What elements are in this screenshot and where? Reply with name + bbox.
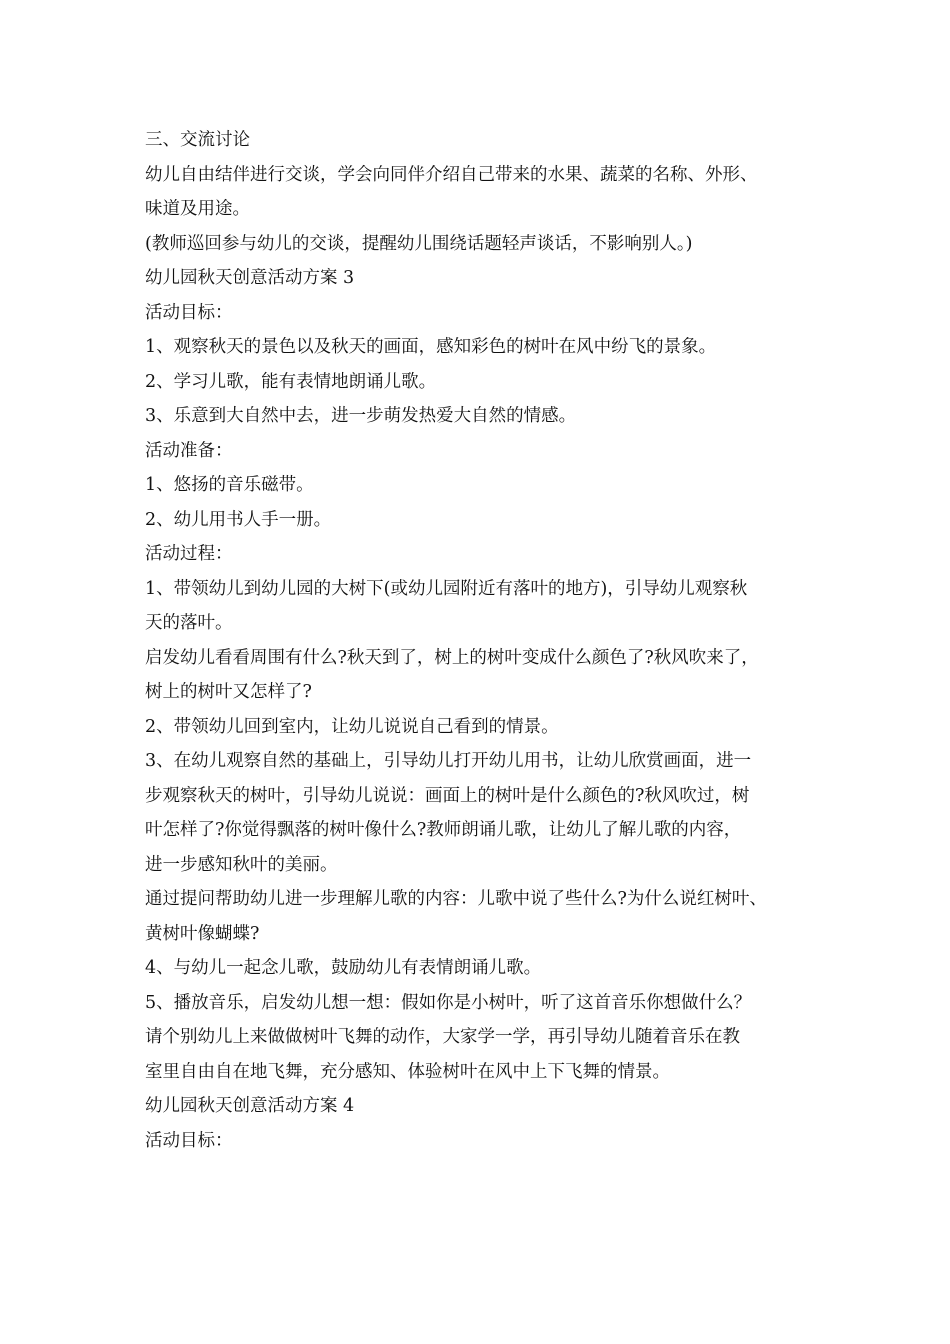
list-item: 2、学习儿歌，能有表情地朗诵儿歌。 xyxy=(145,371,437,392)
section-heading-goals: 活动目标： xyxy=(145,1130,233,1151)
paragraph-line: 天的落叶。 xyxy=(145,613,233,633)
list-item: 1、悠扬的音乐磁带。 xyxy=(145,475,314,495)
paragraph-line: 味道及用途。 xyxy=(145,199,250,219)
list-item: 1、带领幼儿到幼儿园的大树下(或幼儿园附近有落叶的地方)，引导幼儿观察秋 xyxy=(145,578,748,599)
list-item: 2、幼儿用书人手一册。 xyxy=(145,509,332,530)
plan-title-3: 幼儿园秋天创意活动方案 3 xyxy=(145,268,355,288)
section-heading-preparation: 活动准备： xyxy=(145,440,233,461)
paragraph-line: 进一步感知秋叶的美丽。 xyxy=(145,854,338,875)
paragraph-line: 叶怎样了?你觉得飘落的树叶像什么?教师朗诵儿歌，让幼儿了解儿歌的内容， xyxy=(145,820,742,840)
section-heading-discussion: 三、交流讨论 xyxy=(145,130,250,150)
list-item: 2、带领幼儿回到室内，让幼儿说说自己看到的情景。 xyxy=(145,716,559,737)
plan-title-4: 幼儿园秋天创意活动方案 4 xyxy=(145,1096,355,1116)
paragraph-line: 通过提问帮助幼儿进一步理解儿歌的内容：儿歌中说了些什么?为什么说红树叶、 xyxy=(145,889,767,909)
paragraph-line: (教师巡回参与幼儿的交谈，提醒幼儿围绕话题轻声谈话，不影响别人。) xyxy=(145,233,693,254)
paragraph-line: 请个别幼儿上来做做树叶飞舞的动作，大家学一学，再引导幼儿随着音乐在教 xyxy=(145,1027,740,1047)
list-item: 3、乐意到大自然中去，进一步萌发热爱大自然的情感。 xyxy=(145,406,577,426)
list-item: 3、在幼儿观察自然的基础上，引导幼儿打开幼儿用书，让幼儿欣赏画面，进一 xyxy=(145,751,752,771)
list-item: 4、与幼儿一起念儿歌，鼓励幼儿有表情朗诵儿歌。 xyxy=(145,958,542,978)
paragraph-line: 黄树叶像蝴蝶? xyxy=(145,923,260,944)
paragraph-line: 幼儿自由结伴进行交谈，学会向同伴介绍自己带来的水果、蔬菜的名称、外形、 xyxy=(145,164,758,185)
section-heading-process: 活动过程： xyxy=(145,544,233,564)
paragraph-line: 启发幼儿看看周围有什么?秋天到了，树上的树叶变成什么颜色了?秋风吹来了， xyxy=(145,647,759,668)
section-heading-goals: 活动目标： xyxy=(145,302,233,323)
list-item: 5、播放音乐，启发幼儿想一想：假如你是小树叶，听了这首音乐你想做什么？ xyxy=(145,992,752,1013)
paragraph-line: 步观察秋天的树叶，引导幼儿说说：画面上的树叶是什么颜色的?秋风吹过，树 xyxy=(145,785,750,806)
paragraph-line: 树上的树叶又怎样了? xyxy=(145,682,312,702)
document-body xyxy=(145,123,835,1158)
list-item: 1、观察秋天的景色以及秋天的画面，感知彩色的树叶在风中纷飞的景象。 xyxy=(145,337,717,357)
paragraph-line: 室里自由自在地飞舞，充分感知、体验树叶在风中上下飞舞的情景。 xyxy=(145,1061,670,1082)
